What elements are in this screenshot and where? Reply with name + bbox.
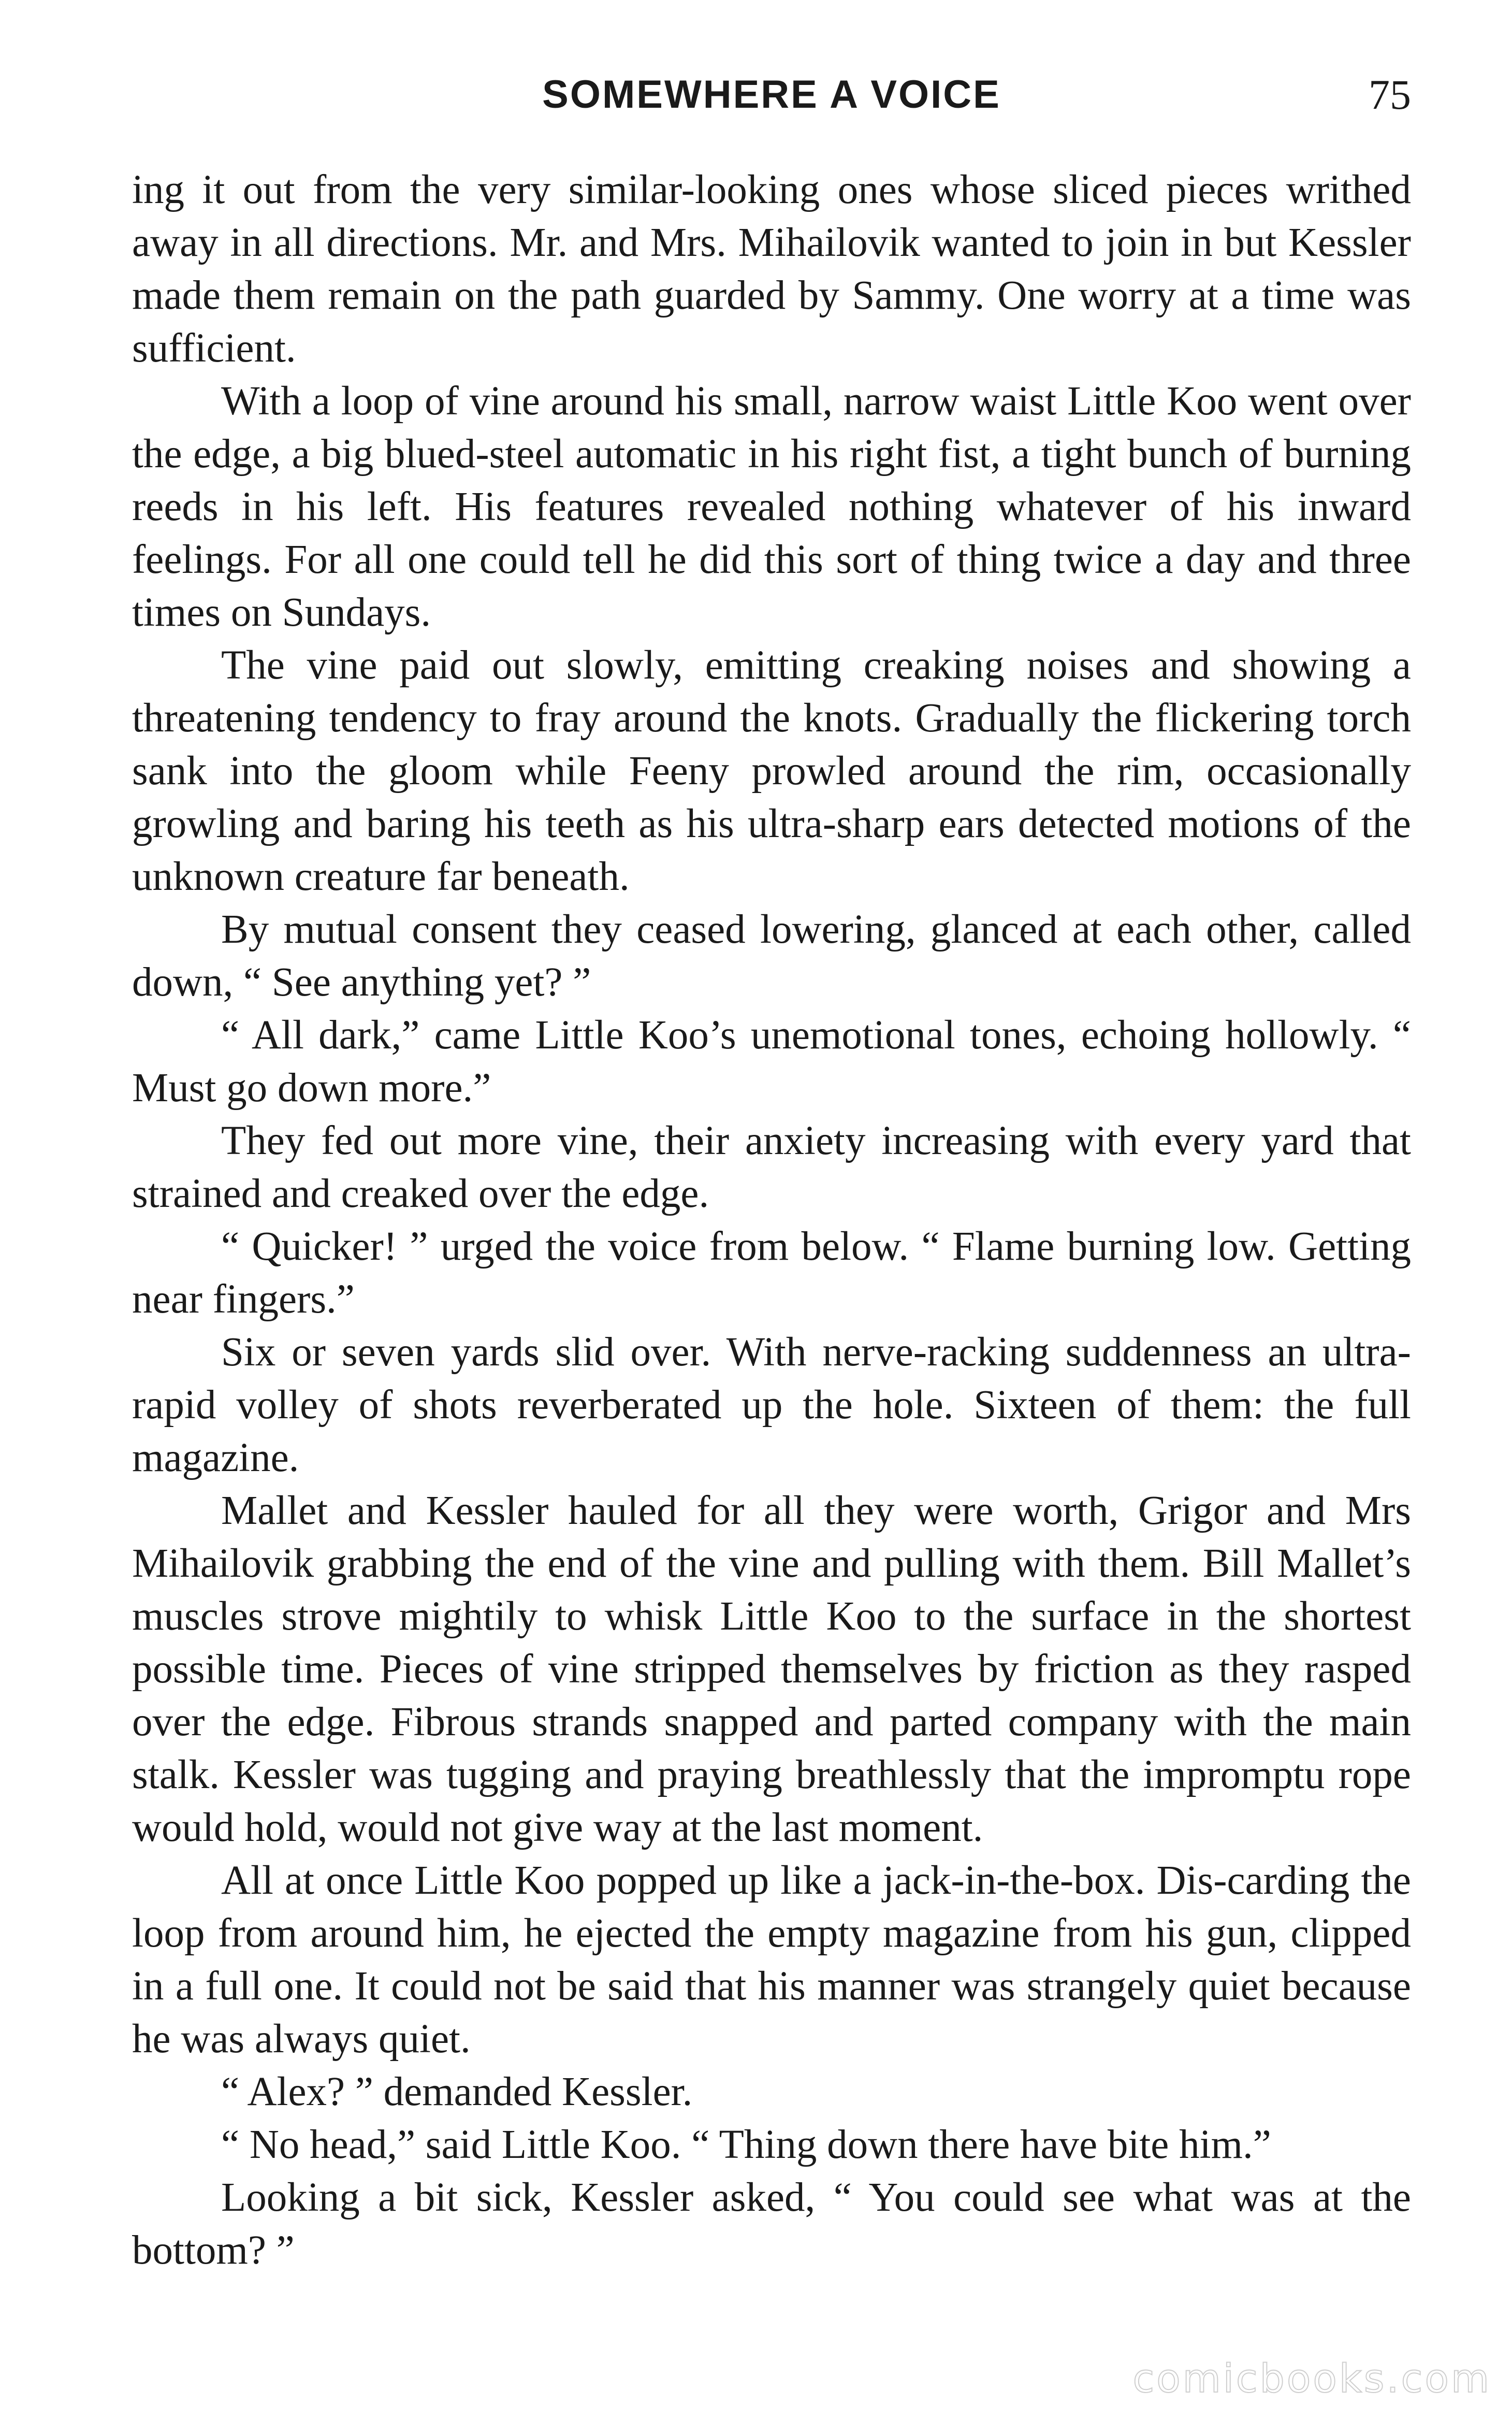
paragraph: “ Quicker! ” urged the voice from below. “ Flame burning low. Getting near fingers.” — [132, 1224, 1411, 1322]
paragraph: ing it out from the very similar-looking ones whose sliced pieces writhed away in all directions. Mr. and Mrs. Mihailovik wanted to join in but Kessler made them remain on the path guarded by Sammy. One worry at a time was sufficient. — [132, 167, 1411, 371]
paragraph: Six or seven yards slid over. With nerve-racking suddenness an ultra-rapid volley of shots reverberated up the hole. Sixteen of them: the full magazine. — [132, 1330, 1411, 1480]
paragraph: By mutual consent they ceased lowering, glanced at each other, called down, “ See anything yet? ” — [132, 907, 1411, 1005]
watermark: comicbooks.com — [1132, 2355, 1491, 2401]
paragraph: All at once Little Koo popped up like a jack-in-the-box. Dis-carding the loop from around him, he ejected the empty magazine from his gun, clipped in a full one. It could not be said that his manner was strangely quiet because he was always quiet. — [132, 1858, 1411, 2062]
paragraph: “ No head,” said Little Koo. “ Thing down there have bite him.” — [221, 2122, 1271, 2167]
page-number: 75 — [1369, 71, 1411, 118]
paragraph: Looking a bit sick, Kessler asked, “ You could see what was at the bottom? ” — [132, 2175, 1411, 2273]
running-title: SOMEWHERE A VOICE — [542, 73, 1001, 117]
paragraph: “ All dark,” came Little Koo’s unemotional tones, echoing hollowly. “ Must go down more.” — [132, 1013, 1411, 1111]
body-text — [132, 164, 1411, 2324]
running-header — [132, 66, 1411, 128]
paragraph: They fed out more vine, their anxiety increasing with every yard that strained and creaked over the edge. — [132, 1118, 1411, 1216]
paragraph: Mallet and Kessler hauled for all they were worth, Grigor and Mrs Mihailovik grabbing the end of the vine and pulling with them. Bill Mallet’s muscles strove mightily to whisk Little Koo to the surface in the shortest possible time. Pieces of vine stripped themselves by friction as they rasped over the edge. Fibrous strands snapped and parted company with the main stalk. Kessler was tugging and praying breathlessly that the impromptu rope would hold, would not give way at the last moment. — [132, 1488, 1411, 1850]
paragraph: With a loop of vine around his small, narrow waist Little Koo went over the edge, a big blued-steel automatic in his right fist, a tight bunch of burning reeds in his left. His features revealed nothing whatever of his inward feelings. For all one could tell he did this sort of thing twice a day and three times on Sundays. — [132, 379, 1411, 635]
paragraph: “ Alex? ” demanded Kessler. — [221, 2069, 693, 2114]
paragraph: The vine paid out slowly, emitting creaking noises and showing a threatening tendency to fray around the knots. Gradually the flickering torch sank into the gloom while Feeny prowled around the rim, occasionally growling and baring his teeth as his ultra-sharp ears detected motions of the unknown creature far beneath. — [132, 643, 1411, 899]
